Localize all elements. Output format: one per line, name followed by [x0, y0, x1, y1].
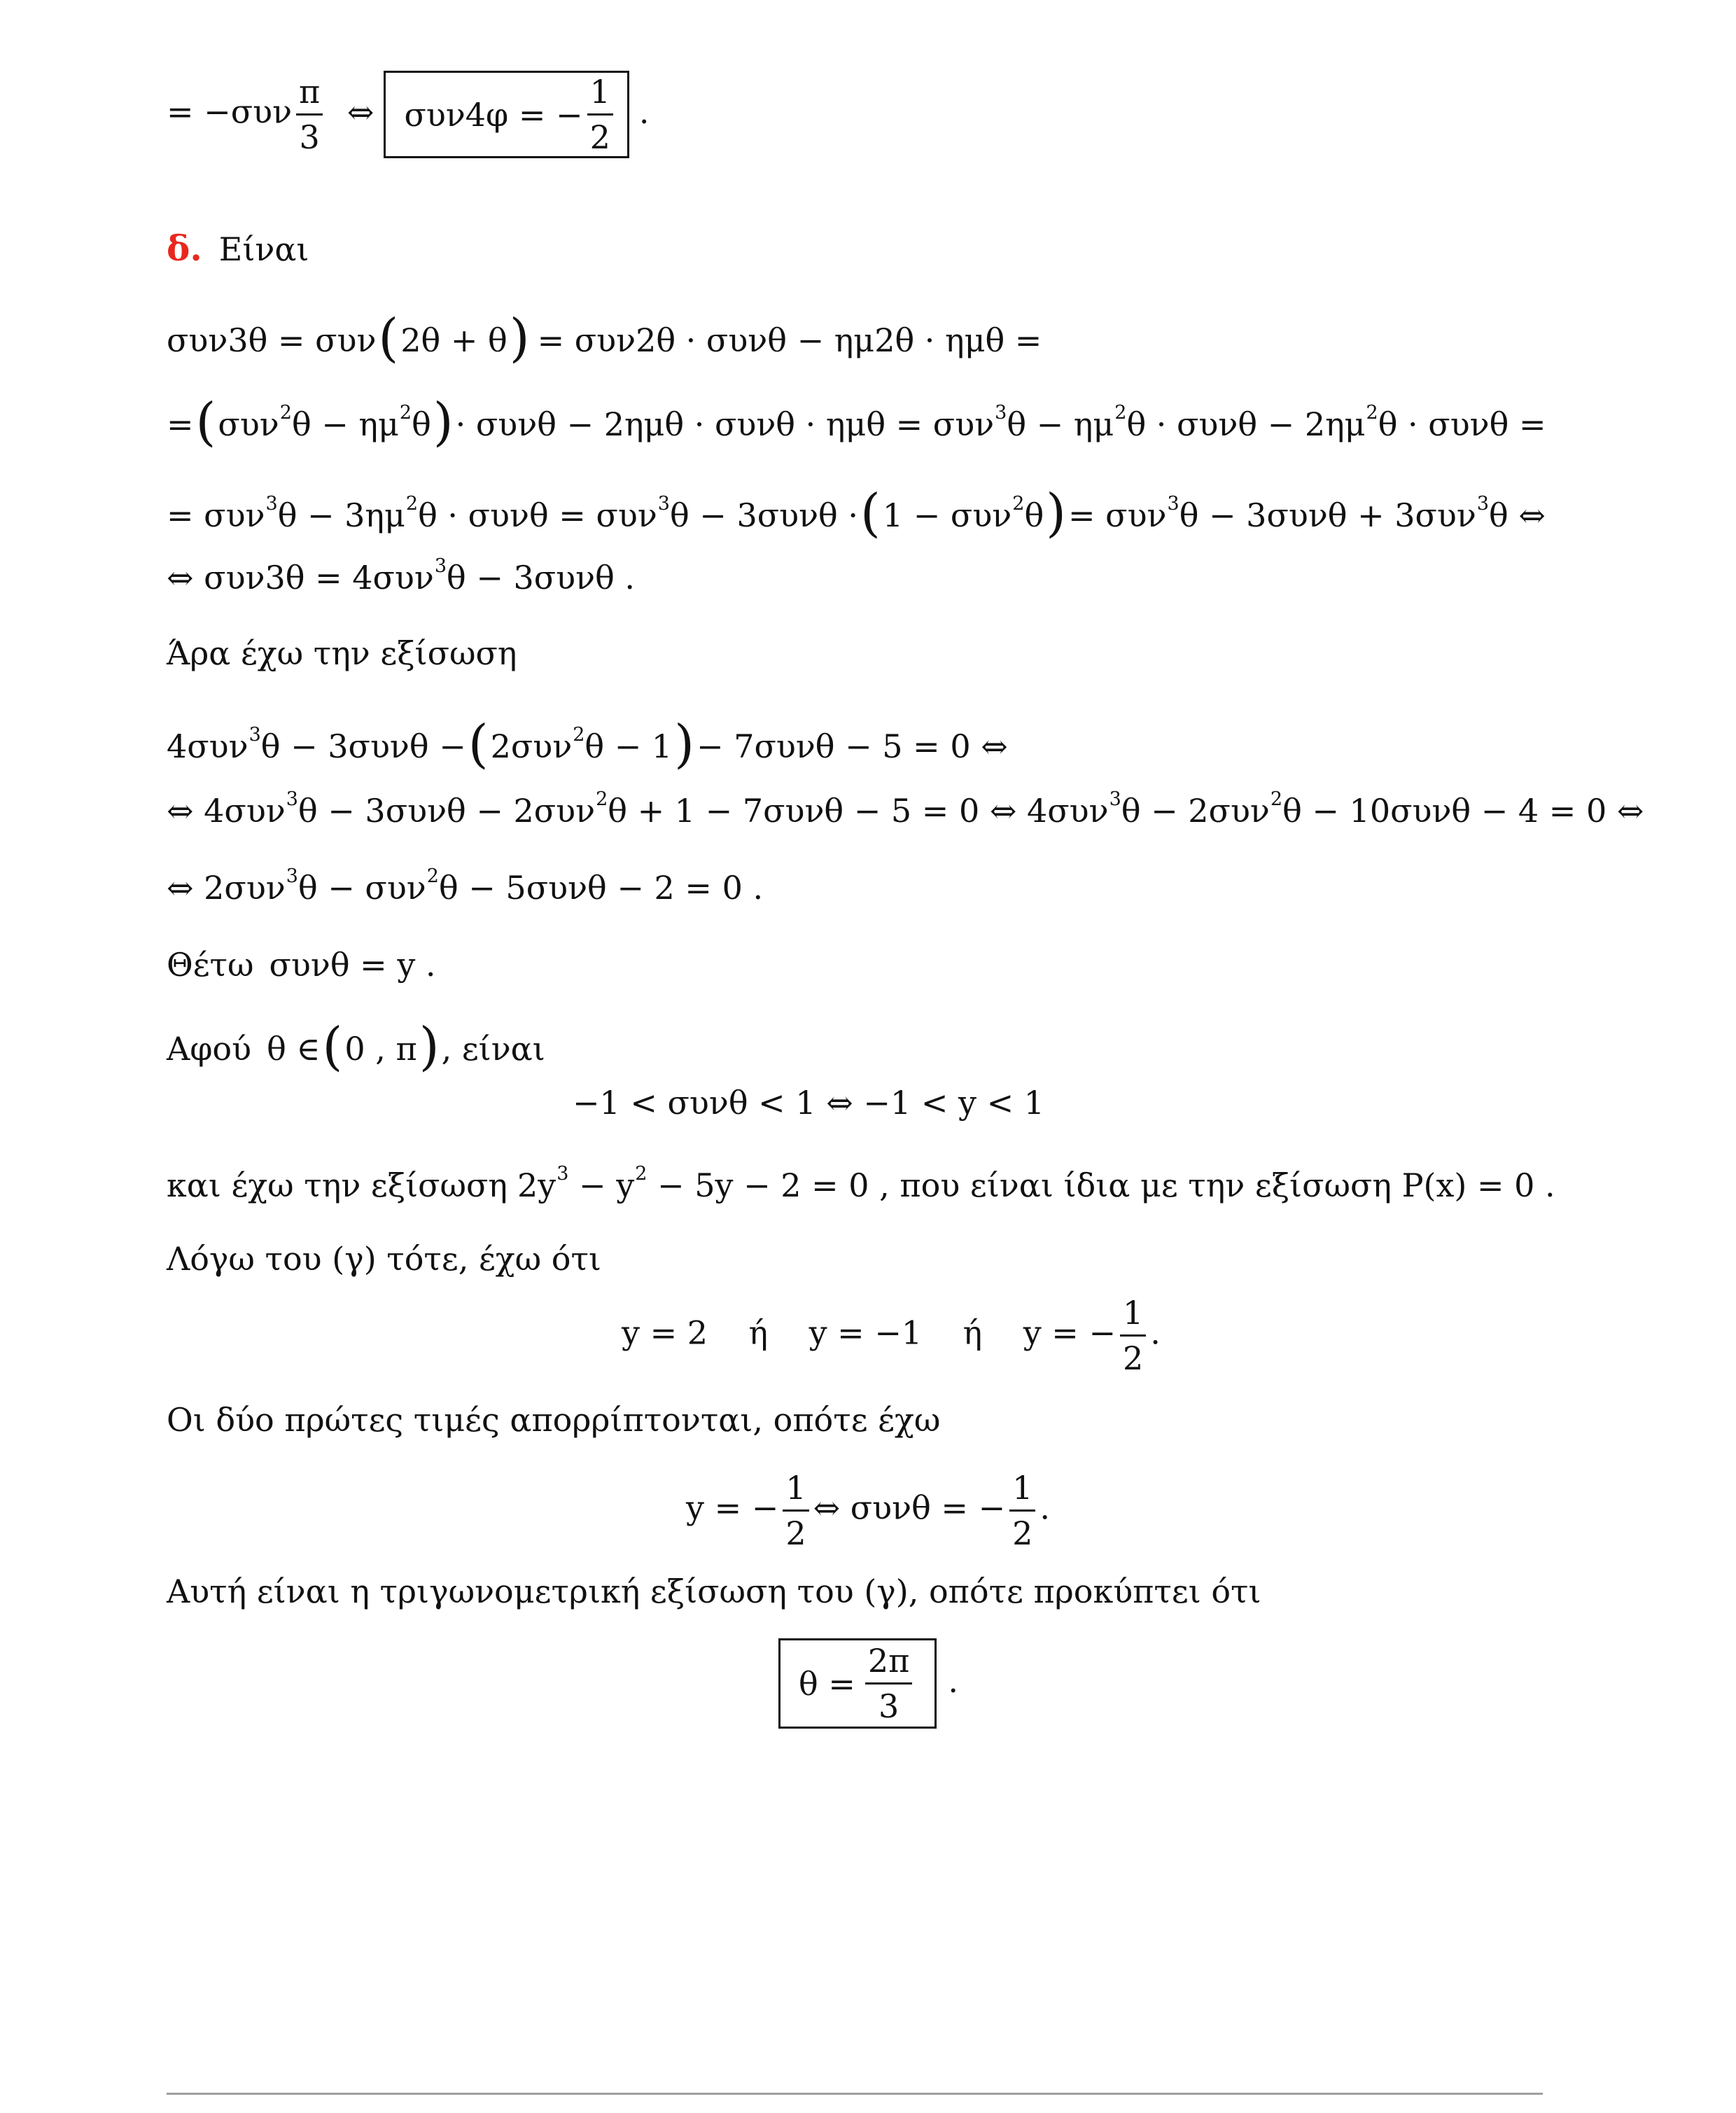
numerator: 1 [1009, 1472, 1035, 1512]
expr: θ [412, 405, 431, 443]
denominator: 3 [878, 1687, 899, 1725]
exponent: 2 [399, 401, 412, 424]
expr: θ − 3συνθ · [669, 496, 858, 534]
exponent: 3 [556, 1162, 569, 1185]
expr: y = − [686, 1488, 779, 1527]
iff-symbol: ⇔ [346, 92, 374, 131]
expr: 0 , π [344, 1030, 417, 1068]
numerator: 1 [783, 1472, 808, 1512]
domain-line: Αφού θ ∈(0 , π), είναι [167, 1017, 545, 1077]
equation-cos3theta-result [167, 555, 636, 597]
exponent: 3 [248, 723, 261, 746]
expr: θ · συνθ = συν [418, 496, 657, 534]
equation-cos4phi [167, 71, 650, 158]
expr: θ − 3ημ [277, 496, 405, 534]
boxed-expr: συν4φ = − [404, 95, 583, 134]
expr: θ + 1 − 7συνθ − 5 = 0 ⇔ 4συν [608, 792, 1109, 830]
expr: y = 2 ή y = −1 ή y = − [622, 1313, 1116, 1352]
expr: θ ⇔ [1489, 496, 1546, 534]
period: . [948, 1661, 958, 1700]
expr: θ − συν [298, 869, 426, 907]
expr: − 7συνθ − 5 = 0 ⇔ [696, 727, 1008, 765]
boxed-result [384, 71, 629, 158]
section-tag: δ. [167, 228, 202, 269]
exponent: 2 [426, 865, 439, 887]
expr: = συν [1068, 496, 1167, 534]
period: . [1150, 1313, 1161, 1352]
exponent: 2 [279, 401, 292, 424]
boxed-expr: θ = [799, 1664, 855, 1703]
paragraph-text: , είναι [441, 1030, 545, 1068]
expr: θ − 3συνθ . [447, 559, 636, 597]
cos-theta-value-line [686, 1469, 1051, 1552]
expr: θ − 1 [584, 727, 673, 765]
equation-line-7: 4συν$^3$θ − 3συνθ −(2συν$^2$θ − 1)− 7συνθ − 5 = 0 ⇔ [167, 714, 1008, 774]
denominator: 2 [1012, 1514, 1033, 1552]
expr: · συνθ − 2ημθ · συνθ · ημθ = συν [455, 405, 995, 443]
expr: = συν2θ · συνθ − ημ2θ · ημθ = [537, 321, 1042, 359]
expr: θ − 3συνθ + 3συν [1179, 496, 1476, 534]
expr: συν [218, 405, 279, 443]
expr: 2y [517, 1166, 556, 1204]
expr: θ − 3συνθ − [260, 727, 466, 765]
expr: θ − ημ [291, 405, 399, 443]
roots-line [622, 1294, 1161, 1377]
paragraph-text: Οι δύο πρώτες τιμές απορρίπτονται, οπότε έχω [167, 1401, 941, 1439]
paragraph-text: Αυτή είναι η τριγωνομετρική εξίσωση του (γ), οπότε προκύπτει ότι [167, 1572, 1261, 1610]
substitution-line [167, 946, 436, 984]
exponent: 3 [657, 492, 670, 515]
fraction [783, 1469, 808, 1552]
equation-line-8 [167, 788, 1644, 830]
paragraph-text: Άρα έχω την εξίσωση [167, 634, 517, 672]
paragraph-text: Θέτω [167, 946, 254, 984]
fraction [865, 1642, 913, 1725]
exponent: 3 [434, 555, 447, 577]
exponent: 2 [635, 1162, 648, 1185]
numerator: π [296, 76, 323, 116]
expr: θ · συνθ − 2ημ [1126, 405, 1366, 443]
expr: 1 − συν [882, 496, 1012, 534]
boxed-result [778, 1638, 937, 1729]
expr: = [167, 405, 194, 443]
exponent: 2 [1270, 788, 1283, 810]
equation-line-9 [167, 865, 764, 907]
exponent: 2 [573, 723, 585, 746]
paragraph-text: Λόγω του (γ) τότε, έχω ότι [167, 1240, 601, 1278]
expr: 4συν [167, 727, 248, 765]
denominator: 2 [589, 118, 610, 156]
expr: θ ∈ [267, 1030, 321, 1068]
fraction [1009, 1469, 1035, 1552]
exponent: 2 [1114, 401, 1127, 424]
exponent: 3 [995, 401, 1007, 424]
exponent: 3 [1476, 492, 1490, 515]
expr: θ − 2συν [1121, 792, 1270, 830]
period: . [638, 92, 650, 131]
expr: θ − 5συνθ − 2 = 0 . [438, 869, 764, 907]
inequality-line [0, 1084, 1736, 1122]
numerator: 1 [587, 76, 613, 116]
period: . [1040, 1488, 1051, 1527]
text-line [167, 1572, 1261, 1610]
footer-divider [167, 2093, 1543, 2095]
numerator: 1 [1120, 1297, 1146, 1337]
exponent: 2 [1012, 492, 1025, 515]
expr: θ [1024, 496, 1044, 534]
text-line [167, 1240, 601, 1278]
exponent: 3 [1167, 492, 1180, 515]
text-line [167, 634, 517, 672]
equation-cos3theta-expand: συν3θ = συν(2θ + θ) = συν2θ · συνθ − ημ2θ · ημθ = [167, 308, 1042, 368]
paragraph-text: Αφού [167, 1030, 252, 1068]
paragraph-text: και έχω την εξίσωση [167, 1166, 507, 1204]
equation-line-4: = $\sigma\upsilon\nu^3\theta - 3\eta\mu^2\theta \cdot \sigma\upsilon\nu\theta = \sigma\upsilon\nu^3\theta - 3\sigma\upsilon\nu\theta \cdot(1 - \sigma\upsilon\nu^2\theta)= \sigma\upsilon\nu^3\theta - 3\sigma\upsilon\nu\theta + 3\sigma\upsilon\nu^3\theta$ ⇔ [167, 483, 1546, 543]
expr: −1 < συνθ < 1 ⇔ −1 < y < 1 [572, 1084, 1045, 1122]
section-delta-heading [167, 228, 309, 269]
numerator: 2π [865, 1645, 913, 1685]
expr: 2θ + θ [400, 321, 507, 359]
denominator: 3 [299, 118, 320, 156]
denominator: 2 [785, 1514, 806, 1552]
expr: ⇔ συνθ = − [813, 1488, 1006, 1527]
expr: 2συν [490, 727, 573, 765]
text-line [167, 1401, 941, 1439]
exponent: 2 [596, 788, 608, 810]
exponent: 3 [1109, 788, 1121, 810]
exponent: 2 [405, 492, 419, 515]
expr: συνθ = y . [269, 946, 436, 984]
equation-line-3: $=(\sigma\upsilon\nu^2\theta - \eta\mu^2\theta)\cdot \sigma\upsilon\nu\theta - 2\eta\mu\theta \cdot \sigma\upsilon\nu\theta \cdot \eta\mu\theta = \sigma\upsilon\nu^3\theta - \eta\mu^2\theta \cdot \sigma\upsilon\nu\theta - 2\eta\mu^2\theta \cdot \sigma\upsilon\nu\theta$ = [167, 392, 1546, 452]
expr: ⇔ συν3θ = 4συν [167, 559, 434, 597]
expr: = συν [167, 496, 265, 534]
expr: θ · συνθ = [1378, 405, 1546, 443]
fraction [587, 73, 613, 156]
polynomial-line [167, 1162, 1555, 1204]
intro-text: Είναι [218, 230, 309, 268]
final-answer [778, 1638, 958, 1729]
expr: = −συν [167, 92, 293, 131]
exponent: 3 [286, 788, 298, 810]
expr: ⇔ 2συν [167, 869, 286, 907]
fraction [1120, 1294, 1146, 1377]
expr: θ − 3συνθ − 2συν [298, 792, 596, 830]
expr: θ − ημ [1007, 405, 1114, 443]
expr: − y [568, 1166, 635, 1204]
expr: − 5y − 2 = 0 , που είναι ίδια με την εξίσωση P(x) = 0 . [647, 1166, 1555, 1204]
expr: ⇔ 4συν [167, 792, 286, 830]
exponent: 3 [265, 492, 278, 515]
expr: συν3θ = συν [167, 321, 377, 359]
exponent: 2 [1366, 401, 1378, 424]
expr: θ − 10συνθ − 4 = 0 ⇔ [1282, 792, 1644, 830]
denominator: 2 [1123, 1339, 1144, 1377]
fraction [296, 73, 323, 156]
exponent: 3 [286, 865, 298, 887]
